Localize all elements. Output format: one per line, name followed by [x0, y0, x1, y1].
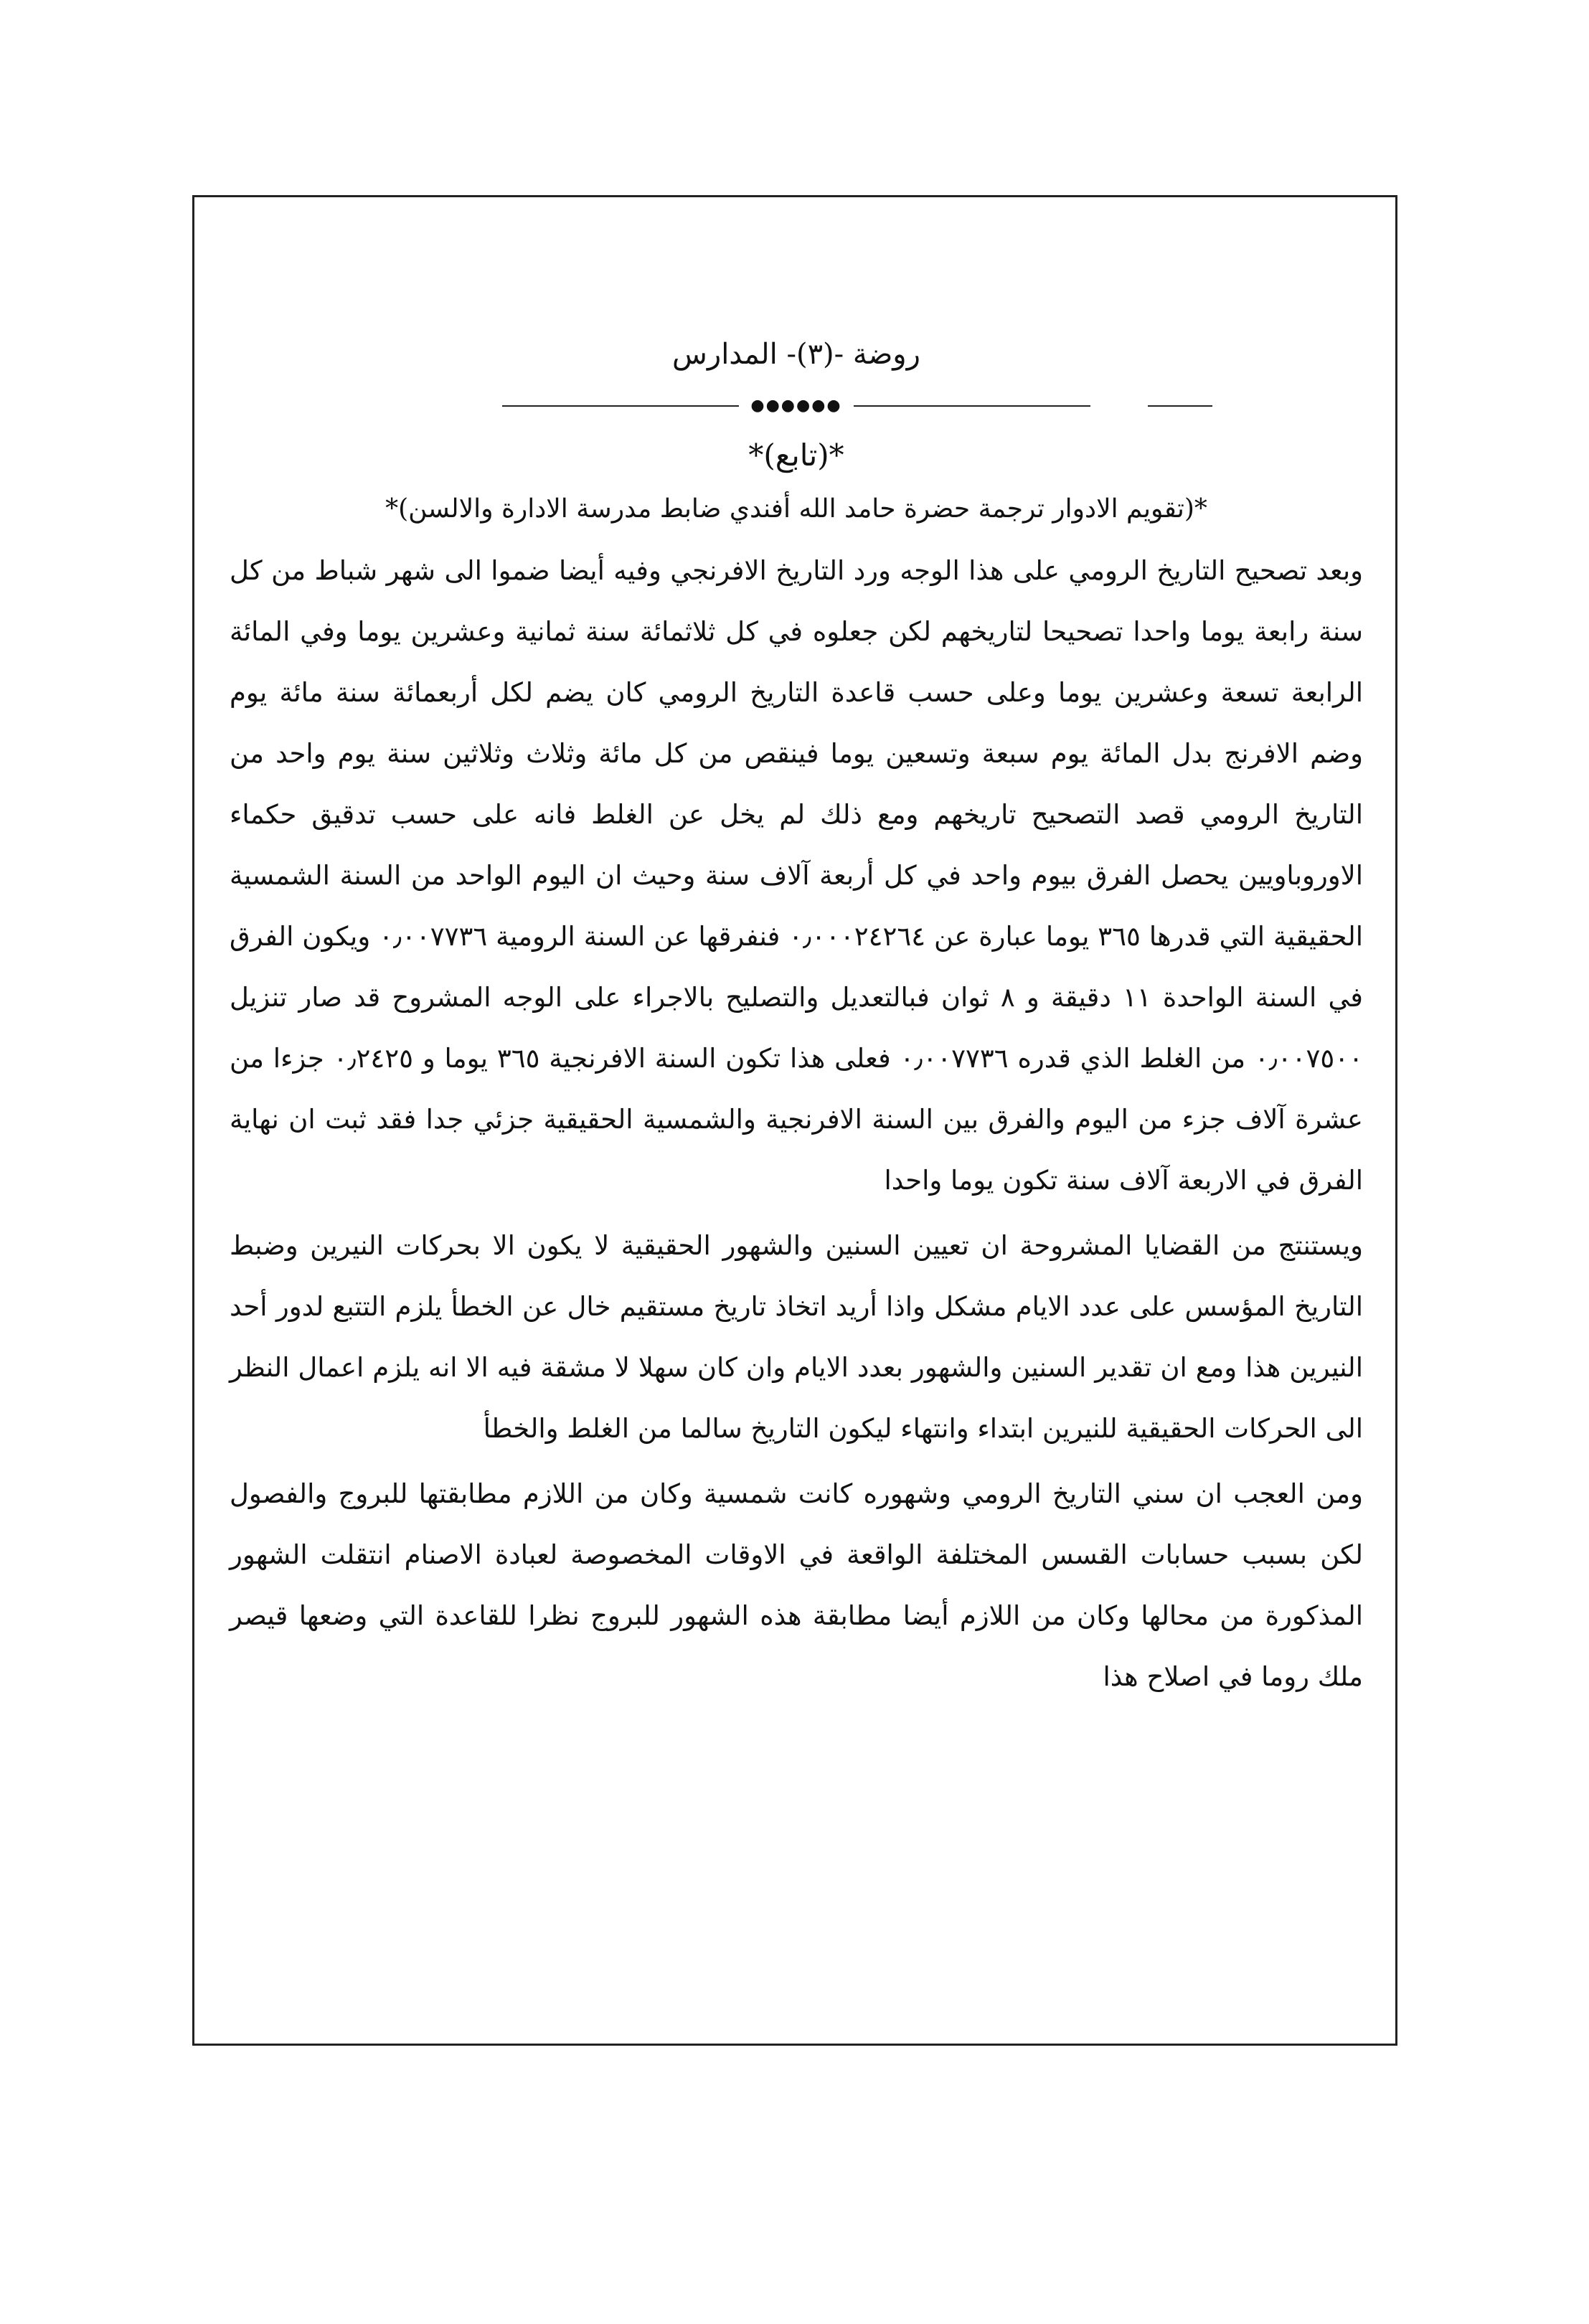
paragraph-3: ومن العجب ان سني التاريخ الرومي وشهوره كانت شمسية وكان من اللازم مطابقتها للبروج والفصول لكن بسبب حسابات القسس المختلفة الواقعة في الاوقات المخصوصة لعبادة الاصنام انتقلت الشهور المذكورة من محالها وكان من اللازم أيضا مطابقة هذه الشهور للبروج نظرا للقاعدة التي وضعها قيصر ملك روما في اصلاح هذا — [230, 1478, 1363, 1692]
article-title: *(تقويم الادوار ترجمة حضرة حامد الله أفندي ضابط مدرسة الادارة والالسن)* — [385, 493, 1207, 524]
ornamental-rule — [502, 397, 1090, 415]
rule-line-left — [502, 405, 739, 407]
continued-label: *(تابع)* — [748, 438, 844, 473]
rule-line-short — [1148, 405, 1212, 407]
page-content — [230, 337, 1363, 1711]
rule-line-right — [854, 405, 1090, 407]
rule-ornament: ●●●●●● — [750, 397, 842, 415]
paragraph-2: ويستنتج من القضايا المشروحة ان تعيين السنين والشهور الحقيقية لا يكون الا بحركات النيرين وضبط التاريخ المؤسس على عدد الايام مشكل واذا أريد اتخاذ تاريخ مستقيم خال عن الخطأ يلزم التتبع لدور أحد النيرين هذا ومع ان تقدير السنين والشهور بعدد الايام وان كان سهلا لا مشقة فيه الا انه يلزم اعمال النظر الى الحركات الحقيقية للنيرين ابتداء وانتهاء ليكون التاريخ سالما من الغلط والخطأ — [230, 1229, 1363, 1444]
paragraph-1: وبعد تصحيح التاريخ الرومي على هذا الوجه ورد التاريخ الافرنجي وفيه أيضا ضموا الى شهر شباط من كل سنة رابعة يوما واحدا تصحيحا لتاريخهم لكن جعلوه في كل ثلاثمائة سنة ثمانية وعشرين يوما وفي المائة الرابعة تسعة وعشرين يوما وعلى حسب قاعدة التاريخ الرومي كان يضم لكل أربعمائة سنة مائة يوم وضم الافرنج بدل المائة يوم سبعة وتسعين يوما فينقص من كل مائة وثلاث وثلاثين سنة يوم واحد من التاريخ الرومي قصد التصحيح تاريخهم ومع ذلك لم يخل عن الغلط فانه على حسب تدقيق حكماء الاوروباويين يحصل الفرق بيوم واحد في كل أربعة آلاف سنة وحيث ان اليوم الواحد من السنة الشمسية الحقيقية التي قدرها ٣٦٥ يوما عبارة عن ٠٫٠٠٠٢٤٢٦٤ فنفرقها عن السنة الرومية ٠٫٠٠٧٧٣٦ ويكون الفرق في السنة الواحدة ١١ دقيقة و ٨ ثوان فبالتعديل والتصليح بالاجراء على الوجه المشروح قد صار تنزيل ٠٫٠٠٧٥٠٠ من الغلط الذي قدره ٠٫٠٠٧٧٣٦ فعلى هذا تكون السنة الافرنجية ٣٦٥ يوما و ٠٫٢٤٢٥ جزءا من عشرة آلاف جزء من اليوم والفرق بين السنة الافرنجية والشمسية الحقيقية جزئي جدا فقد ثبت ان نهاية الفرق في الاربعة آلاف سنة تكون يوما واحدا — [230, 554, 1364, 1196]
running-head: روضة -(٣)- المدارس — [672, 338, 920, 371]
